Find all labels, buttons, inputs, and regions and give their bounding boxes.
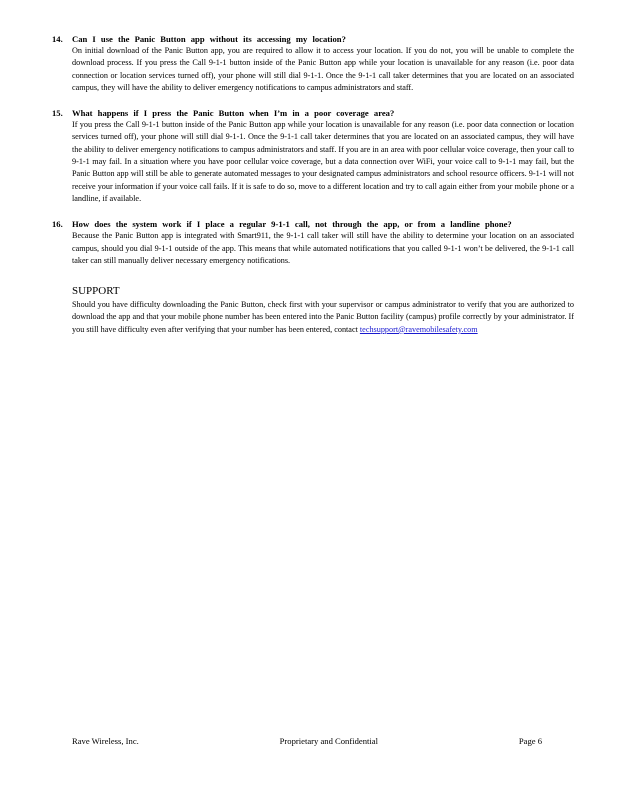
document-page <box>52 34 574 336</box>
support-text <box>72 299 574 336</box>
faq-item-16 <box>52 219 574 267</box>
answer-text: If you press the Call 9-1-1 button inside of the Panic Button app while your location is unavailable for any reason (i.e. poor data connection or location services turned off), your phone will still dial 9-1-1. Once the 9-1-1 call taker determines that you are located on an associated campus, they will have the ability to deliver emergency notifications to campus administrators and staff. If you are in an area with poor cellular voice coverage, then your call to 9-1-1 may fail. In a situation where you have poor cellular voice coverage, but a data connection over WiFi, your voice call to 9-1-1 may fail, but the Panic Button app will still be able to generate automated messages to your designated campus administrators and school resource officers. 9-1-1 will not receive your information if your voice call fails. If it is safe to do so, move to a different location and try to call again either from your mobile phone or a landline, if available. <box>72 120 574 203</box>
support-heading: SUPPORT <box>72 285 120 298</box>
answer-text: On initial download of the Panic Button app, you are required to allow it to access your location. If you do not, you will be unable to complete the download process. If you press the Call 9-1-1 button inside of the Panic Button app while your location is unavailable for any reason (i.e. poor data connection or location services turned off), your phone will still dial 9-1-1. Once the 9-1-1 call taker determines that you are located on an associated campus, they will have the ability to deliver emergency notifications to campus administrators and staff. <box>72 46 574 92</box>
question-title: How does the system work if I place a regular 9-1-1 call, not through the app, or from a landline phone? <box>72 219 512 230</box>
question-number: 15. <box>52 108 63 119</box>
page-footer <box>72 736 542 746</box>
footer-company: Rave Wireless, Inc. <box>72 736 139 746</box>
question-number: 14. <box>52 34 63 44</box>
question-heading <box>52 34 574 45</box>
support-email-link[interactable]: techsupport@ravemobilesafety.com <box>359 324 478 334</box>
question-title: What happens if I press the Panic Button when I’m in a poor coverage area? <box>72 108 395 119</box>
faq-item-15 <box>52 108 574 205</box>
answer-text: Because the Panic Button app is integrated with Smart911, the 9-1-1 call taker will still have the ability to determine your location on an associated campus, should you dial 9-1-1 outside of the app. This means that while automated notifications that you called 9-1-1 won’t be delivered, the 9-1-1 call taker can still manually deliver necessary emergency notifications. <box>72 231 574 265</box>
footer-confidential: Proprietary and Confidential <box>279 736 378 746</box>
support-section <box>72 285 574 336</box>
question-heading <box>52 108 574 119</box>
support-body-text: Should you have difficulty downloading the Panic Button, check first with your supervisor or campus administrator to verify that you are authorized to download the app and that your mobile phone number has been entered into the Panic Button facility (campus) profile correctly by your administrator. If you still have difficulty even after verifying that your number has been entered, contact <box>72 300 574 334</box>
footer-page-number: Page 6 <box>518 736 542 746</box>
question-heading <box>52 219 574 230</box>
question-title: Can I use the Panic Button app without its accessing my location? <box>72 34 346 44</box>
faq-item-14 <box>52 34 574 94</box>
question-number: 16. <box>52 219 63 230</box>
